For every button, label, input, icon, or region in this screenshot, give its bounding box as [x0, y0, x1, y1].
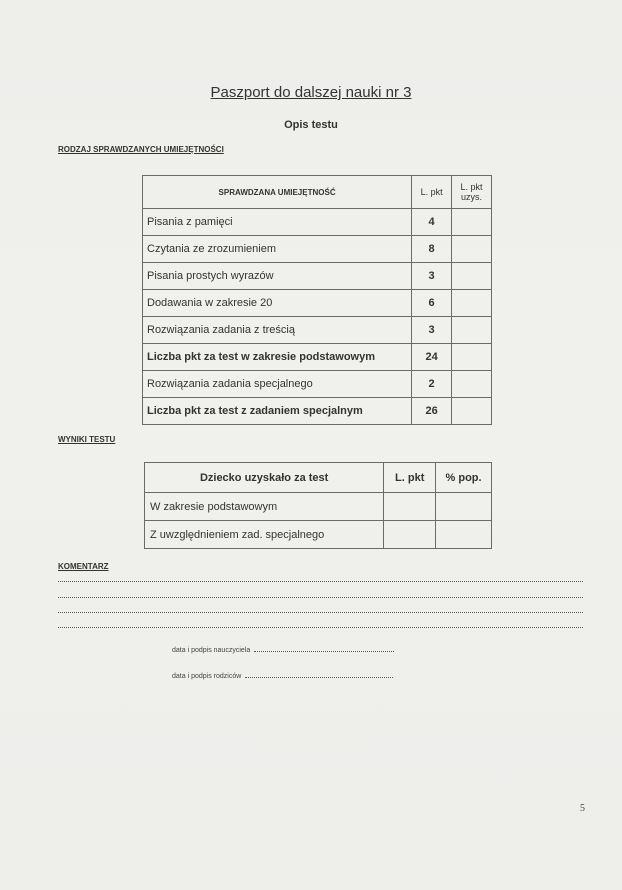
skill-points-earned[interactable] — [452, 317, 492, 344]
result-percent[interactable] — [436, 493, 492, 521]
result-label: Z uwzględnieniem zad. specjalnego — [145, 521, 384, 549]
parents-signature-label: data i podpis rodziców — [172, 673, 242, 680]
teacher-signature-label: data i podpis nauczyciela — [172, 647, 251, 654]
comment-line[interactable] — [58, 581, 583, 582]
skills-table — [142, 175, 492, 425]
skill-name: Pisania prostych wyrazów — [143, 263, 412, 290]
skill-points-earned[interactable] — [452, 209, 492, 236]
table-row — [143, 236, 492, 263]
results-section-label: WYNIKI TESTU — [58, 435, 116, 444]
skill-name: Rozwiązania zadania z treścią — [143, 317, 412, 344]
comment-line[interactable] — [58, 627, 583, 628]
skill-points: 2 — [412, 371, 452, 398]
result-label: W zakresie podstawowym — [145, 493, 384, 521]
table-row — [143, 371, 492, 398]
result-points[interactable] — [384, 493, 436, 521]
skill-points: 6 — [412, 290, 452, 317]
table-row — [143, 263, 492, 290]
skill-points: 3 — [412, 263, 452, 290]
skills-section-label: RODZAJ SPRAWDZANYCH UMIEJĘTNOŚCI — [58, 145, 224, 154]
skill-points: 8 — [412, 236, 452, 263]
teacher-signature — [172, 647, 394, 654]
table-row-total-special — [143, 398, 492, 425]
page-subtitle: Opis testu — [284, 119, 338, 131]
skill-points-earned[interactable] — [452, 344, 492, 371]
parents-signature-line[interactable] — [245, 677, 393, 678]
results-table — [144, 462, 492, 549]
comment-line[interactable] — [58, 597, 583, 598]
skill-name: Liczba pkt za test z zadaniem specjalnym — [143, 398, 412, 425]
page-title: Paszport do dalszej nauki nr 3 — [210, 84, 412, 101]
parents-signature — [172, 673, 393, 680]
skill-name: Rozwiązania zadania specjalnego — [143, 371, 412, 398]
skill-name: Liczba pkt za test w zakresie podstawowym — [143, 344, 412, 371]
comment-section-label: KOMENTARZ — [58, 562, 109, 571]
skill-points: 24 — [412, 344, 452, 371]
header-points: L. pkt — [384, 463, 436, 493]
table-row-total-basic — [143, 344, 492, 371]
result-percent[interactable] — [436, 521, 492, 549]
skill-name: Pisania z pamięci — [143, 209, 412, 236]
table-row — [143, 209, 492, 236]
skill-name: Czytania ze zrozumieniem — [143, 236, 412, 263]
skill-points-earned[interactable] — [452, 398, 492, 425]
table-row — [143, 317, 492, 344]
header-skill: SPRAWDZANA UMIEJĘTNOŚĆ — [143, 176, 412, 209]
header-child-result: Dziecko uzyskało za test — [145, 463, 384, 493]
skill-points-earned[interactable] — [452, 236, 492, 263]
results-table-header — [145, 463, 492, 493]
skill-points-earned[interactable] — [452, 290, 492, 317]
skill-name: Dodawania w zakresie 20 — [143, 290, 412, 317]
table-row — [145, 521, 492, 549]
table-row — [145, 493, 492, 521]
header-points: L. pkt — [412, 176, 452, 209]
table-row — [143, 290, 492, 317]
skill-points: 26 — [412, 398, 452, 425]
header-points-earned: L. pkt uzys. — [452, 176, 492, 209]
result-points[interactable] — [384, 521, 436, 549]
comment-line[interactable] — [58, 612, 583, 613]
teacher-signature-line[interactable] — [254, 651, 394, 652]
page-number: 5 — [580, 803, 585, 814]
skill-points: 4 — [412, 209, 452, 236]
skill-points: 3 — [412, 317, 452, 344]
header-percent: % pop. — [436, 463, 492, 493]
skill-points-earned[interactable] — [452, 263, 492, 290]
skills-table-header — [143, 176, 492, 209]
skill-points-earned[interactable] — [452, 371, 492, 398]
